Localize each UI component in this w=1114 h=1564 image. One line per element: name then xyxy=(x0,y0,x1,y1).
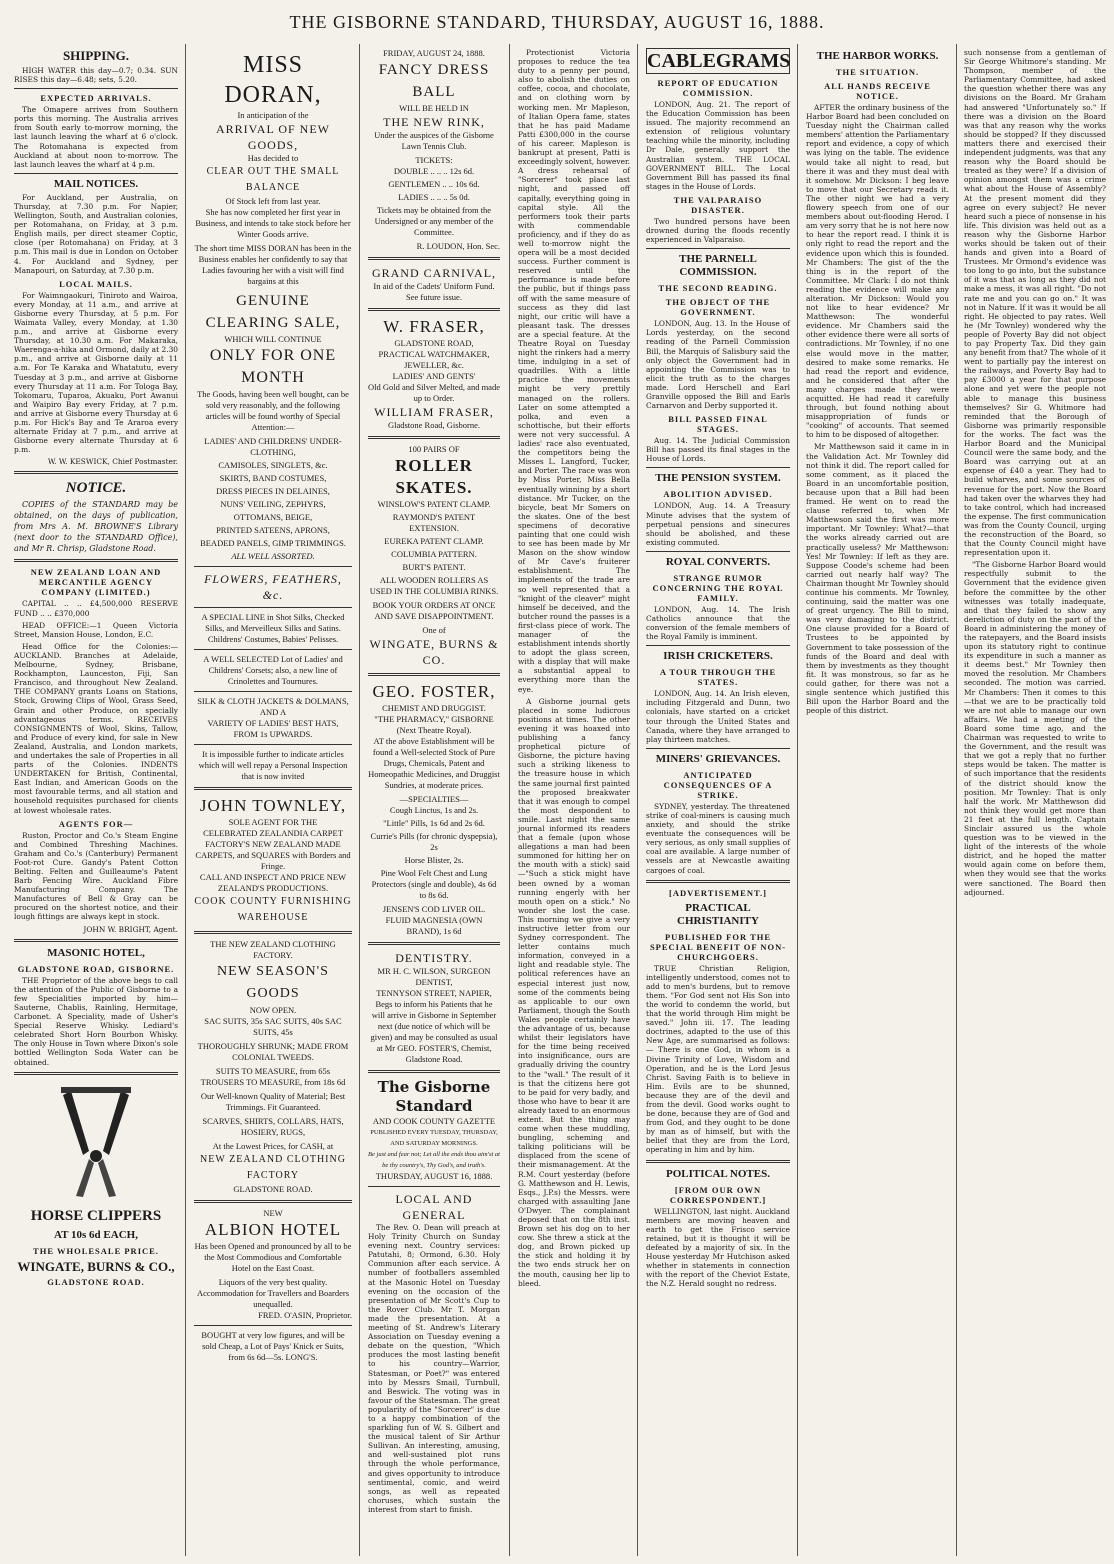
ticket-row: GENTLEMEN .. .. 10s 6d. xyxy=(388,179,480,189)
divider xyxy=(194,607,352,608)
postmaster: W. W. KESWICK, Chief Postmaster. xyxy=(47,457,178,467)
loan-capital: CAPITAL .. .. £4,500,000 RESERVE FUND .. .. £370,000 xyxy=(14,599,178,618)
edu-text: LONDON, Aug. 21. The report of the Education Commission has been issued. The majority recommend an extension of religious voluntary teaching while the minority, including Dr Dale, generally support the Australian system. THE LOCAL GOVERNMENT BILL. The Local Government Bill has passed its final stages in the House of Lords. xyxy=(646,100,790,191)
fluid-magnesia: FLUID MAGNESIA (OWN BRAND), 1s 6d xyxy=(385,915,483,936)
specialty-item: Horse Blister, 2s. xyxy=(404,855,464,865)
masthead xyxy=(0,0,1114,44)
divider xyxy=(14,1072,178,1075)
and-a: AND A xyxy=(259,707,287,717)
divider xyxy=(646,645,790,646)
royal-heading: ROYAL CONVERTS. xyxy=(665,555,771,568)
doran-line: Of Stock left from last year. xyxy=(225,196,321,206)
fraser-line: LADIES' AND GENTS' xyxy=(392,371,476,381)
albion-new: NEW xyxy=(263,1208,283,1218)
divider xyxy=(194,787,352,790)
practical-sub: PUBLISHED FOR THE SPECIAL BENEFIT OF NON-CHURCHGOERS. xyxy=(649,931,787,962)
patent-item: EUREKA PATENT CLAMP. xyxy=(384,536,484,546)
parnell-object: THE OBJECT OF THE GOVERNMENT. xyxy=(665,297,771,318)
doran-line: Has decided to xyxy=(247,153,299,163)
column-1 xyxy=(8,44,184,1556)
royal-sub: STRANGE RUMOR CONCERNING THE ROYAL FAMILY. xyxy=(652,572,784,603)
column-rule xyxy=(185,44,186,1556)
dentistry-heading: DENTISTRY. xyxy=(395,951,473,965)
column-2 xyxy=(188,44,358,1556)
divider xyxy=(194,1200,352,1203)
wingate-burns: WINGATE, BURNS & CO. xyxy=(369,637,499,667)
agents-text: Ruston, Proctor and Co.'s Steam Engine and Combined Threshing Machines. Graham and Co.'s (Canterbury) Permanent Foot-rot Cure. Gandy's Patent Cotton Belting. Felten and Guilleaume's Patent Barb Fencing Wire. Auckland Fibre Manufacturing Company. The Manufactures of Bell & Gray can be procured on the shortest notice, and their lough fittings are always kept in stock. xyxy=(14,830,178,922)
valparaiso-text: Two hundred persons have been drowned during the floods recently experienced in Valparaiso. xyxy=(646,216,790,245)
sale-item: DRESS PIECES IN DELAINES, xyxy=(216,486,330,496)
specialties-heading: —SPECIALTIES— xyxy=(399,794,469,804)
notice-text: COPIES of the STANDARD may be obtained, on the days of publication, from Mrs A. M. BROWNE'S Library (next door to the STANDARD Office), and Mr R. Chrisp, Gladstone Road. xyxy=(14,500,178,554)
ball-line: Under the auspices of the Gisborne Lawn Tennis Club. xyxy=(374,130,494,151)
tickets-heading: TICKETS: xyxy=(415,155,453,165)
column-3 xyxy=(362,44,506,1556)
irish-sub: A TOUR THROUGH THE STATES. xyxy=(659,667,777,688)
wilson-text: Begs to inform his Patients that he will arrive in Gisborne in September next (due notice of which will be given) and may be consulted as usual at Mr GEO. FOSTER'S, Chemist, Gladstone Road. xyxy=(370,999,498,1064)
foster-heading: GEO. FOSTER, xyxy=(372,682,496,701)
patent-item: BURT'S PATENT. xyxy=(402,562,466,572)
bill-text: Aug. 14. The Judicial Commission Bill has passed its final stages in the House of Lords. xyxy=(646,436,790,464)
ball-line: WILL BE HELD IN xyxy=(399,103,469,113)
notice-heading: NOTICE. xyxy=(65,480,127,497)
patents-list xyxy=(368,499,500,573)
divider xyxy=(646,467,790,468)
paper-pub: PUBLISHED EVERY TUESDAY, THURSDAY, AND SATURDAY MORNINGS. xyxy=(370,1129,498,1147)
mail-heading: MAIL NOTICES. xyxy=(53,177,139,190)
column-rule xyxy=(637,44,638,1556)
paper-motto: Be just and fear not; Let all the ends thou aim'st at be thy country's, Thy God's, and truth's. xyxy=(368,1151,500,1169)
townley-line: CALL AND INSPECT AND PRICE NEW ZEALAND'S PRODUCTIONS. xyxy=(199,872,347,893)
nzcf: NEW ZEALAND CLOTHING FACTORY xyxy=(200,1154,346,1181)
divider xyxy=(368,1070,500,1073)
divider xyxy=(646,1160,790,1163)
date-line: FRIDAY, AUGUST 24, 1888. xyxy=(383,48,485,58)
tickets-note: Tickets may be obtained from the Undersigned or any member of the Committee. xyxy=(374,205,494,237)
nz-season: NEW SEASON'S GOODS xyxy=(217,964,329,1001)
scarves: SCARVES, SHIRTS, COLLARS, HATS, HOSIERY, RUGS, xyxy=(202,1116,344,1137)
divider xyxy=(368,257,500,260)
column-6 xyxy=(800,44,955,1556)
silk-jackets: SILK & CLOTH JACKETS & DOLMANS, xyxy=(197,696,349,706)
divider xyxy=(368,942,500,945)
fraser-line: GLADSTONE ROAD, xyxy=(394,338,474,348)
foster-line: (Next Theatre Royal). xyxy=(396,725,472,735)
political-sub: [FROM OUR OWN CORRESPONDENT.] xyxy=(669,1184,767,1205)
patent-item: COLUMBIA PATTERN. xyxy=(391,549,477,559)
assorted: ALL WELL ASSORTED. xyxy=(231,551,315,561)
divider xyxy=(368,308,500,311)
patent-item: RAYMOND'S PATENT EXTENSION. xyxy=(392,512,476,533)
column-7 xyxy=(958,44,1112,1556)
variety: VARIETY OF LADIES' BEST HATS, xyxy=(207,718,339,728)
ticket-row: LADIES .. .. .. 5s 0d. xyxy=(398,192,470,202)
foster-line: "THE PHARMACY," GISBORNE xyxy=(374,714,494,724)
sale-sub: WHICH WILL CONTINUE xyxy=(224,334,322,344)
political-text: WELLINGTON, last night. Auckland members are moving heaven and earth to get the Frisco service retained, but it is thought it will be defeated by a majority of six. In the House yesterday Mr Hutchison asked whether in statements in connection with the report of the Cheviot Estate, the N.Z. Herald sought no redress. xyxy=(646,1206,790,1289)
divider xyxy=(368,1186,500,1187)
masonic-text: THE Proprietor of the above begs to call the attention of the Public of Gisborne to a few Specialities imported by him— Sauterne, Chablis, Rainling, Hermitage, Carbonet. A Speciality, made of Usher's Special Reserve Whisky. Lediard's celebrated Short Horn Bourbon Whisky. The only House in Town where Dixon's sole bottled Wellington Soda Water can be obtained. xyxy=(14,975,178,1067)
nz-open: NOW OPEN. xyxy=(249,1005,297,1015)
divider xyxy=(368,436,500,439)
advertisement-label: [ADVERTISEMENT.] xyxy=(669,887,767,898)
wilson-name: MR H. C. WILSON, SURGEON DENTIST, xyxy=(377,966,491,987)
well-selected: A WELL SELECTED Lot of Ladies' and Childrens' Corsets; also, a new line of Crinolettes and Tournures. xyxy=(203,654,343,686)
divider xyxy=(194,649,352,650)
miners-text: SYDNEY, yesterday. The threatened strike of coal-miners is causing much anxiety, and should the strike eventuate the consequences will be very serious, as only small supplies of coal are available. A large number of vessels are at Newcastle awaiting cargoes of coal. xyxy=(646,801,790,875)
cablegrams-heading: CABLEGRAMS xyxy=(647,50,791,72)
sale-item: SKIRTS, BAND COSTUMES, xyxy=(219,473,327,483)
townley-heading: JOHN TOWNLEY, xyxy=(199,796,347,815)
bill-heading: BILL PASSED FINAL STAGES. xyxy=(668,414,768,435)
divider xyxy=(646,551,790,552)
foster-text: AT the above Establishment will be found a Well-selected Stock of Pure Drugs, Chemicals, Patent and Homeopathic Medicines, and Druggist Sundries, at moderate prices. xyxy=(368,736,500,790)
ball-heading: FANCY DRESS BALL xyxy=(378,62,490,100)
divider xyxy=(646,248,790,249)
tweeds: THOROUGHLY SHRUNK; MADE FROM COLONIAL TWEEDS. xyxy=(197,1041,349,1062)
fraser-signature: WILLIAM FRASER, xyxy=(374,405,494,419)
clippers-price: AT 10s 6d EACH, xyxy=(54,1228,138,1241)
roller-skates: ROLLER SKATES. xyxy=(395,456,473,497)
valparaiso-heading: THE VALPARAISO DISASTER. xyxy=(673,194,763,215)
pension-sub: ABOLITION ADVISED. xyxy=(663,489,773,500)
sale-items xyxy=(194,436,352,549)
doran-heading: MISS DORAN, xyxy=(224,52,322,108)
fraser-line: JEWELLER, &c. xyxy=(404,360,464,370)
doran-line: The short time MISS DORAN has been in the Business enables her confidently to say that Ladies favouring her with a visit will find bargains at this xyxy=(194,243,352,286)
one-of: One of xyxy=(422,625,446,635)
albion-liquors: Liquors of the very best quality. xyxy=(218,1277,328,1287)
cook-heading: COOK COUNTY FURNISHING WAREHOUSE xyxy=(194,896,352,923)
book-orders: BOOK YOUR ORDERS AT ONCE AND SAVE DISAPPOINTMENT. xyxy=(372,600,496,621)
pension-text: LONDON, Aug. 14. A Treasury Minute advises that the system of perpetual pensions and sinecures should be abolished, and these existing commuted. xyxy=(646,501,790,547)
parnell-sub: THE SECOND READING. xyxy=(658,283,778,294)
sale-item: OTTOMANS, BEIGE, xyxy=(233,512,313,522)
albion-text: Has been Opened and pronounced by all to be the Most Commodious and Comfortable Hotel on the East Coast. xyxy=(194,1241,352,1273)
agents-heading: AGENTS FOR— xyxy=(58,818,134,829)
specialty-item: Currie's Pills (for chronic dyspepsia), 2s xyxy=(370,831,498,852)
carnival-heading: GRAND CARNIVAL, xyxy=(371,266,497,280)
upwards: FROM 1s UPWARDS. xyxy=(233,729,313,739)
political-heading: POLITICAL NOTES. xyxy=(666,1167,770,1180)
townley-line: FACTORY'S NEW ZEALAND MADE xyxy=(205,839,341,849)
expected-heading: EXPECTED ARRIVALS. xyxy=(40,93,152,104)
albion-proprietor: FRED. O'ASIN, Proprietor. xyxy=(258,1310,352,1320)
harbor-sub: THE SITUATION. xyxy=(835,67,920,77)
fraser-line: Old Gold and Silver Melted, and made up to Order. xyxy=(368,382,500,403)
sale-text: The Goods, having been well bought, can be sold very reasonably, and the following articles will be found worthy of Special Attention:— xyxy=(197,389,349,432)
flowers: FLOWERS, FEATHERS, &c. xyxy=(204,572,342,602)
expected-text: The Omapere arrives from Southern ports this morning. The Australia arrives from South early to-morrow morning, the last launch leaving the wharf at 6 o'clock. The Rotomahana is expected from Auckland at about noon to-morrow. The last launch leaves the wharf at 4 p.m. xyxy=(14,105,178,169)
issue-date: THURSDAY, AUGUST 16, 1888. xyxy=(375,1171,493,1181)
harbor-sub-2: ALL HANDS RECEIVE NOTICE. xyxy=(824,81,931,101)
loan-heading: NEW ZEALAND LOAN AND MERCANTILE AGENCY COMPANY (LIMITED.) xyxy=(30,567,162,598)
townley-line: CELEBRATED ZEALANDIA CARPET xyxy=(203,828,343,838)
impossible: It is impossible further to indicate articles which will well repay a Personal Inspection that is now invited xyxy=(198,749,348,781)
edu-heading: REPORT OF EDUCATION COMMISSION. xyxy=(657,78,779,98)
practical-heading: PRACTICAL CHRISTIANITY xyxy=(677,901,759,927)
loan-text: Head Office for the Colonies:—AUCKLAND. Branches at Adelaide, Melbourne, Sydney, Brisbane, Rockhampton, Launceston, Fiji, San Francisco, and throughout New Zealand. THE COMPANY grants Loans on Stations, Stock, Growing Clips of Wool, Grass Seed, Grain and other Produce, on specially advantageous terms. RECEIVES CONSIGNMENTS of Wool, Skins, Tallow, and Produce of every kind, for sale in New Zealand, Australia, and London markets, and undertakes the sale of Properties in all parts of the Colonies. INDENTS UNDERTAKEN for British, Continental, East Indian, and American Goods on the most favourable terms, and all station and household requisites purchased for clients at lowest wholesale rates. xyxy=(14,641,178,815)
sale-month: ONLY FOR ONE MONTH xyxy=(209,347,337,386)
loan-office: HEAD OFFICE:—1 Queen Victoria Street, Mansion House, London, E.C. xyxy=(14,620,178,639)
doran-line: She has now completed her first year in Business, and intends to take stock before her Winter Goods arrive. xyxy=(195,207,351,239)
sale-item: PRINTED SATEENS, APRONS, xyxy=(216,525,330,535)
doran-line: In anticipation of the xyxy=(237,110,309,120)
local-mails-text: For Waimngaokuri, Tiniroto and Wairoa, every Monday, at 11 a.m., and arrive at Gisborne every Thursday, at 5 p.m. For Waimata Valley, every Monday, at 1.30 p.m., and arrive at Gisborne every Thursday, at 10.30 a.m. For Makaraka, Waerenga-a-hika and Ormond, daily at 2.30 p.m., and arrive at Gisborne daily at 11 a.m. For Te Karaka and Whatatutu, every Tuesday at 3 p.m., and arrive at Gisborne every Thursday at 11 a.m. For Tologa Bay, Tokomaru, Tuparoa, Akuaku, Port Awanui and Waipiro Bay every Friday, at 7 p.m. and arrive at Gisborne every Thursday at 6 p.m. For Hick's Bay and Te Araroa every alternate Friday at 7 p.m., and arrive at Gisborne every alternate Thursday at 6 p.m. xyxy=(14,290,178,455)
practical-text: TRUE Christian Religion, intelligently understood, comes not to add to men's burdens, but to remove them. "For God sent not His Son into the world to condemn the world, but that the world through Him might be saved." John iii. 17. The leading doctrines, adapted to the use of this New Age, are summarised as follows:— There is one God, in whom is a Divine Trinity of Love, Wisdom and Operation, and he is the Lord Jesus Christ. Saving Faith is to believe in Him. Evils are to be shunned, because they are of the devil and from the devil. Good works ought to be done, because they are of God and from God, and they ought to be done by man as of himself, but with the belief that they are from the Lord, operating in him and by him. xyxy=(646,963,790,1155)
masonic-heading: MASONIC HOTEL, xyxy=(47,946,145,959)
sac-suits: SAC SUITS, 35s SAC SUITS, 40s SAC SUITS, 45s xyxy=(204,1016,342,1037)
column-rule xyxy=(509,44,510,1556)
column-4 xyxy=(512,44,636,1556)
divider xyxy=(194,1325,352,1326)
ticket-row: DOUBLE .. .. .. 12s 6d. xyxy=(393,166,475,176)
sale-item: CAMISOLES, SINGLETS, &c. xyxy=(218,460,328,470)
divider xyxy=(194,744,352,745)
albion-heading: ALBION HOTEL xyxy=(204,1220,342,1239)
wingate-name: WINGATE, BURNS & CO., xyxy=(17,1258,175,1274)
masonic-sub: GLADSTONE ROAD, GISBORNE. xyxy=(17,963,175,974)
divider xyxy=(646,748,790,749)
ball-line: THE NEW RINK, xyxy=(383,115,485,129)
pension-heading: THE PENSION SYSTEM. xyxy=(655,472,781,485)
divider xyxy=(14,939,178,942)
doran-line: ARRIVAL OF NEW GOODS, xyxy=(215,122,330,152)
sale-item: LADIES' AND CHILDRENS' UNDER-CLOTHING, xyxy=(204,436,342,457)
miners-sub: ANTICIPATED CONSEQUENCES OF A STRIKE. xyxy=(663,769,773,800)
horse-clippers-illustration xyxy=(41,1081,151,1201)
news-text: A Gisborne journal gets placed in some ludicrous positions at times. The other evening it was hoaxed into publishing a fancy prophetical picture of Gisborne, the picture having such a striking likeness to the treasure house in which the same journal first painted the proposed breakwater that it was enough to compel the most despondent to smile. Last night the same journal informed its readers that a female (upon whose allegations a man had been summoned for hitting her on the mouth with a stick) said—"Such a stick might have been owned by a woman running engerly with her mouth open on a stick." No wonder she lost the case. This morning we give a very instructive letter from our Sydney correspondent. The letter contains much information, conveyed in a light and readable style. The political references have an especial interest just now, some of the comments being as applicable to our own Parliament, though the South Wales people certainly have the advantage of us, because whilst their legislators have for the time being received into insignificance, ours are gradually driving the country to the "wall." The result of it is that the citizens here got to be paid for very badly, and those who have to bear it are already taxed to an enormous extent. But the thing may come when these muddling, bungling, scheming and talking politicians will be displaced from the scene of their mismanagement. At the R.M. Court yesterday (before G. Matthewson and H. Lewis, Esqs., J.P.s) the Messrs. were charged with assaulting Jane O'Dwyer. The complainant deposed that on the 8th inst. Brown set his dog on to her cow. She threw a stick at the dog, and Brown picked up the stick and holding it by the two ends struck her on the mouth, causing her lip to bleed. xyxy=(518,696,630,1288)
column-rule xyxy=(359,44,360,1556)
mail-text: For Auckland, per Australia, on Thursday, at 7.30 p.m. For Napier, Wellington, South, and Australian colonies, per Rotomahana, on Friday, at 3 p.m. English mails, per direct steamer Coptic, close (per Rotomahana) on Friday, at 3 p.m. This mail is due in London on October 4. For Auckland and Sydney, per Manapouri, on Saturday, at 7.30 p.m. xyxy=(14,192,178,275)
nz-clothing: THE NEW ZEALAND CLOTHING FACTORY. xyxy=(210,939,336,960)
pairs: 100 PAIRS OF xyxy=(408,444,460,454)
harbor-text: AFTER the ordinary business of the Harbor Board had been concluded on Tuesday night the Chairman called members' attention the Parliamentary report and evidence, a copy of which was lying on the table. The evidence would take all night to read, but there it was and they must deal with it somehow. Mr Dickson: I beg leave to move that our Secretary reads it. The other night we had a very flowery speech from one of our members about out-flooding Herod. I am very sorry that he is not here now to hear the report read. I think it is only right to read the report and the evidence upon which this is founded. Mr Chambers: The gist of the the thing is in the report of the Committee. Mr Clark: I do not think reading the evidence will make any alteration. Mr Dickson: Would you not like to hear evidence? Mr Matthewson: The wonderful evidence. Mr Chambers said the other evidence there were all sorts of contradictions. Mr Townley, if no one else would move in the matter, desired to make some remarks. He had read the report and evidence, and he considered that after the many charges made they were acquitted. He had read it carefully through, but found nothing about misappropriation of funds or "cooking" of accounts. That seemed to him to be disposed of altogether. xyxy=(806,103,949,440)
divider xyxy=(368,673,500,676)
loudon-sig: R. LOUDON, Hon. Sec. xyxy=(416,241,500,251)
miners-heading: MINERS' GRIEVANCES. xyxy=(655,752,781,765)
column-rule xyxy=(797,44,798,1556)
divider xyxy=(194,931,352,934)
sale-heading: GENUINE CLEARING SALE, xyxy=(205,293,341,331)
divider xyxy=(194,566,352,567)
fraser-signature-2: Gladstone Road, Gisborne. xyxy=(387,420,481,430)
divider xyxy=(14,471,178,474)
news-text: Protectionist Victoria proposes to reduce the tea duty to a penny per pound, also to abolish the duties on coffee, cocoa, and chocolate, and on clothing worn by working men. Mr Mapleson, of Italian Opera fame, states that he has paid Madame Patti £300,000 in the course of his career. Mapleson is bankrupt at present, Patti is exceedingly solvent, however. A dress rehearsal of "Sorcerer" took place last night, and passed off capitally, everything going in capital style. All the performers took their parts with commendable proficiency, and if they do as well to-morrow night the opera will be a most decided success. Further comment is reserved until the performance is made before the public, but if things pass off with the same measure of success as they did last night, our critic will have a pleasant task. The dresses are a special feature. At the Theatre Royal on Tuesday night the rinkers had a merry time, indulging in a set of quadrilles. With a little practice the movements might be very prettily managed on the rollers. Later on some attempted a polka, and even a schottische, but their efforts were not very successful. A ladies' race also eventuated, the competitors being the Misses L. Langford, Tucker, and Porter. The race was won by Miss Porter, Miss Bella eventually winning by a short distance. Mr Tucker, on the bicycle, beat Mr Somers on the skates. One of the best specimens of decorative painting that one could wish to see has been made by Mr Mason on the show window of Mr Cave's fruiterer establishment. The implements of the trade are so well represented that a "knight of the cleaver" might himself be deceived, and the butcher round the passes is a first-class piece of work. The manager of the establishment intends shortly to adopt the glass screen, with a display that will make a substantial appeal to everything more than the eye. xyxy=(518,48,631,694)
tickets-list xyxy=(368,166,500,203)
royal-text: LONDON, Aug. 14. The Irish Catholics announce that the conversion of the female members of the Royal Family is imminent. xyxy=(646,604,790,642)
lowest: At the Lowest Prices, for CASH, at xyxy=(212,1141,334,1151)
harbor-text: Mr Matthewson said it came in in the Validation Act. Mr Townley did not think it did. The report called for some comment, as it placed the Board in an uncomfortable position, because upon that a Bill had been framed. He went on to read the clause referred to, when Mr Matthewson said the first was more important. Mr Townley: What?—that the works already carried out are practically useless? Mr Matthewson: Yes! Mr Townley: If left as they are. Suppose Coode's scheme had been carried out nearly half way? The Chairman thought Mr Townley should continue his comments. Mr Townley, continuing, said the matter was one of great urgency. The Bill to mind, was very damaging to the district. One clause provided for a Board of Trustees to be appointed by Government to take possession of the funds of the Board and deal with them by investments as they thought fit. It was monstrous, so far as he could gather, for there was not a single sentence which justified this Bill upon the Harbor Board and the people of this district. xyxy=(806,442,949,716)
rollers-note: ALL WOODEN ROLLERS AS USED IN THE COLUMBIA RINKS. xyxy=(369,575,499,596)
divider xyxy=(14,173,178,174)
divider xyxy=(646,880,790,883)
doran-line: CLEAR OUT THE SMALL BALANCE xyxy=(206,166,340,193)
wilson-address: TENNYSON STREET, NAPIER, xyxy=(376,988,492,998)
parnell-text: LONDON, Aug. 13. In the House of Lords yesterday, on the second reading of the Parnell Commission Bill, the Marquis of Salisbury said the only object the Government had in appointing the Commission was to elicit the truth as to the charges made. Lord Herschell and Earl Granville opposed the Bill and Earls Carnarvon and Derby supported it. xyxy=(646,319,790,411)
paper-title: The Gisborne Standard xyxy=(377,1078,491,1115)
fraser-line: PRACTICAL WATCHMAKER, xyxy=(378,349,490,359)
harbor-continued-text: "The Gisborne Harbor Board would respectfully submit to the Government that the evidence given before the committee by the other witnesses was totally inadequate, and that they failed to show any dereliction of duty on the part of the Board in administering the money of the ratepayers, and the Board insists upon its statutory right to continue its expenditure in such a manner as it deems best." Mr Townley then moved the resolution. Mr Chambers seconded. The motion was carried. Mr Chambers: Then it comes to this—that we are to be practically told we are not able to manage our own affairs. We had a meeting of the Board some time ago, and the Chairman was requested to write to the Government, and the result was that we got a reply that no further steps would be taken. The matter is of such importance that the residents of the district should know the position. Mr Townley: That is only half the work. Mr Matthewson did not think they would get more than 21 feet at the full length. Captain Sinclair assured us the whole question was to be viewed in the light of the interests of the whole district, and he hoped the matter would again come on before them, when they would see that the works were sanctioned. The Board then adjourned. xyxy=(964,560,1106,897)
sale-item: NUNS' VEILING, ZEPHYRS, xyxy=(220,499,326,509)
townley-line: SOLE AGENT FOR THE xyxy=(228,817,318,827)
agent-signature: JOHN W. BRIGHT, Agent. xyxy=(83,924,178,934)
wingate-address: GLADSTONE ROAD. xyxy=(47,1276,145,1287)
paper-sub: AND COOK COUNTY GAZETTE xyxy=(372,1116,496,1126)
irish-heading: IRISH CRICKETERS. xyxy=(663,650,773,663)
fraser-heading: W. FRASER, xyxy=(383,317,485,336)
bought: BOUGHT at very low figures, and will be sold Cheap, a Lot of Pays' Knick er Suits, from 6s 6d—5s. LONG'S. xyxy=(201,1330,345,1362)
measure: SUITS TO MEASURE, from 65s TROUSERS TO MEASURE, from 18s 6d xyxy=(200,1066,346,1087)
divider xyxy=(14,559,178,562)
local-general-text: The Rev. O. Dean will preach at Holy Trinity Church on Sunday evening next. Country services: Patutahi, 8; Ormond, 6.30. Holy Communion after each service. A number of footballers assembled at the Masonic Hotel on Tuesday evening on the occasion of the presentation of Mr Scott's Cup to the Rover Club. Mr T. Morgan made the presentation. At a meeting of St. Andrew's Literary Association on Tuesday evening a debate on the question, "Which produces the most lasting benefit to his country—Warrior, Statesman, or Poet?" was entered into by Messrs Smail, Turnbull, and Beswick. The voting was in favour of the Statesman. The great popularity of the "Sorcerer" is due to a happy combination of the sparkling fun of W. S. Gilbert and the musical talent of Sir Arthur Sullivan. An interesting, amusing, and well-sustained plot runs through the whole performance, and gives opportunity to introduce sentimental, comic, and weird songs, as well as repeated choruses, which sustain the interest from start to finish. xyxy=(368,1223,500,1514)
local-mails-heading: LOCAL MAILS. xyxy=(59,278,133,289)
specialty-item: "Little" Pills, 1s 6d and 2s 6d. xyxy=(383,818,485,828)
clippers-sub: THE WHOLESALE PRICE. xyxy=(33,1245,159,1256)
patent-item: WINSLOW'S PATENT CLAMP. xyxy=(377,499,491,509)
divider xyxy=(194,691,352,692)
harbor-heading: THE HARBOR WORKS. xyxy=(816,50,939,62)
quality: Our Well-known Quality of Material; Best Trimmings. Fit Guaranteed. xyxy=(200,1091,346,1112)
parnell-heading: THE PARNELL COMMISSION. xyxy=(679,253,757,279)
column-5 xyxy=(640,44,796,1556)
carnival-sub: In aid of the Cadets' Uniform Fund. See future issue. xyxy=(373,281,495,302)
divider xyxy=(14,88,178,89)
specialties-list xyxy=(368,805,500,866)
local-general-heading: LOCAL AND GENERAL xyxy=(395,1192,473,1222)
shipping-heading: SHIPPING. xyxy=(62,48,130,63)
jensen: JENSEN'S COD LIVER OIL. xyxy=(382,904,486,914)
harbor-continued-text: such nonsense from a gentleman of Sir George Whitmore's standing. Mr Thompson, member of the Parliamentary Committee, had asked the question whether there was any divisions on the Board. Mr Graham had answered "Unfortunately so." If there was a division on the Board was that any reason why the works should be stopped? If they discussed matters there and exercised their independent judgments, was that any reason why the Board should be treated as they were? If a division of opinion amongst them was a crime what about the House of Assembly? At the present moment did they agree on every subject? He never heard such a piece of nonsense in his life. This division was held out as a reason why the Gisborne Harbor works should be taken out of their hands and given into a Board of Trustees. Mr Ormond's evidence was too long to go into, but the substance of it was that as long as they did not make a mess, it was all right. "Do not rate me and you can go on." It was not in Nature. If it was it would be all right. He objected to pay rates. Well he (Mr Townley) wondered why the people of Poverty Bay did not object to pay Property Tax. Did they gain any benefit from that? The whole of it went to partially pay the interest on the railways, and Poverty Bay had to pay £3000 a year for that purpose alone and yet were the people not able to manage this business themselves? Sir G. Whitmore had reminded that the Borough of Gisborne was primarily responsible for the works. The fact was the Harbor Board and the Municipal Council were the same body, and the Board was carrying out at an expense of £40 a year. They had to build wharves, and some sources of revenue for the port. Now the Board had taken over the wharves they had to take control, which had increased the expense. The first communication was from the County Council, urging the reconstruction of the Board, so that the County Council might have representation upon it. xyxy=(964,48,1106,558)
albion-accom: Accommodation for Travellers and Boarders unequalled. xyxy=(196,1288,350,1309)
column-rule xyxy=(956,44,957,1556)
sale-item: BEADED PANELS, GIMP TRIMMINGS. xyxy=(200,538,346,548)
masthead-title: THE GISBORNE STANDARD, THURSDAY, AUGUST 16, 1888. xyxy=(289,12,825,32)
nzcf-address: GLADSTONE ROAD. xyxy=(233,1184,313,1194)
clippers-heading: HORSE CLIPPERS xyxy=(30,1207,162,1224)
tides-text: HIGH WATER this day—0.7; 0.34. SUN RISES this day—6.48; sets, 5.20. xyxy=(14,66,178,85)
irish-text: LONDON, Aug. 14. An Irish eleven, including Fitzgerald and Dunn, two colonials, have started on a cricket tour through the United States and Canada, where they have arranged to play thirteen matches. xyxy=(646,689,790,744)
special-line: A SPECIAL LINE in Shot Silks, Checked Silks, and Merveilleux Silks and Satins. Childrens' Costumes, Babies' Pelisses. xyxy=(201,612,345,644)
townley-line: CARPETS, and SQUARES with Borders and Fringe. xyxy=(195,850,351,871)
foster-line: CHEMIST AND DRUGGIST. xyxy=(382,703,486,713)
specialty-item: Cough Linctus, 1s and 2s. xyxy=(389,805,479,815)
pine-wool: Pine Wool Felt Chest and Lung Protectors (single and double), 4s 6d to 8s 6d. xyxy=(371,868,497,900)
